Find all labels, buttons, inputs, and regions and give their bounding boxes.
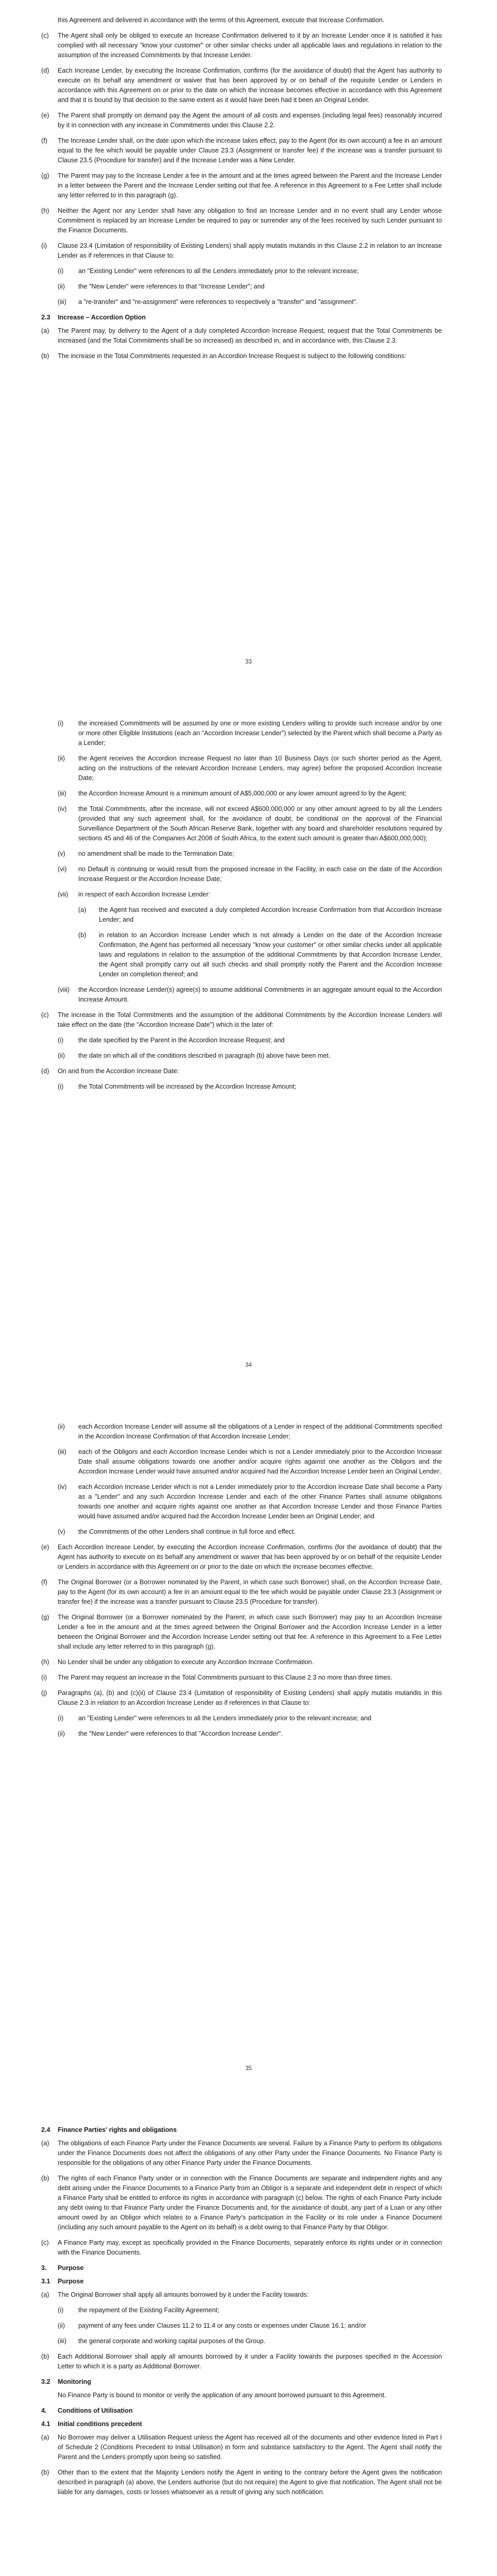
clause-label: 3.2 bbox=[41, 2378, 50, 2385]
clause-label: (b) bbox=[41, 2353, 49, 2360]
clause bbox=[41, 2468, 442, 2497]
clause-label: (iii) bbox=[58, 1448, 66, 1455]
clause bbox=[41, 1010, 442, 1030]
clause-text: Finance Parties' rights and obligations bbox=[58, 2126, 177, 2133]
clause-text: The rights of each Finance Party under or in connection with the Finance Documents are separate and independent rights and any debt arising under the Finance Documents to a Finance Party from an Obligor is a separate and independent debt in respect of which a Finance Party shall be entitled to enforce its rights in accordance with paragraph (c) below. The rights of each Finance Party include any debt owing to that Finance Party under the Finance Documents and, for the avoidance of doubt, any part of a Loan or any other amount owed by an Obligor which relates to a Finance Party's participation in the Facility or its role under a Finance Document (including any such amount payable to the Agent on its behalf) is a debt owing to that Finance Party by that Obligor. bbox=[58, 2175, 442, 2231]
clause-label: (ii) bbox=[58, 1423, 65, 1430]
clause bbox=[41, 2238, 442, 2258]
clause-text: Each Additional Borrower shall apply all amounts borrowed by it under a Facility towards the purposes specified in the Accession Letter to which it is a party as Additional Borrower. bbox=[58, 2353, 442, 2370]
clause-text: The Parent shall promptly on demand pay the Agent the amount of all costs and expenses (including legal fees) reasonably incurred by it in connection with any increase in Commitments under this Clause 2.2. bbox=[58, 112, 442, 129]
clause bbox=[58, 1729, 442, 1739]
clause-text: No Finance Party is bound to monitor or verify the application of any amount borrowed pursuant to this Agreement. bbox=[58, 2392, 386, 2399]
clause-text: On and from the Accordion Increase Date: bbox=[58, 1067, 179, 1075]
clause-text: the "New Lender" were references to that "Increase Lender"; and bbox=[78, 283, 265, 290]
clause-text: Purpose bbox=[58, 2264, 84, 2272]
clause-label: (f) bbox=[41, 137, 47, 144]
clause-label: (a) bbox=[41, 2140, 49, 2147]
section-heading bbox=[41, 2277, 442, 2286]
clause bbox=[58, 789, 442, 799]
page bbox=[0, 0, 497, 703]
clause-text: No Lender shall be under any obligation to execute any Accordion Increase Confirmation. bbox=[58, 1658, 314, 1666]
clause-text: the date specified by the Parent in the Accordion Increase Request; and bbox=[78, 1037, 285, 1044]
clause-text: The increase in the Total Commitments requested in an Accordion Increase Request is subject to the following conditions: bbox=[58, 352, 406, 360]
clause bbox=[58, 2336, 442, 2346]
clause bbox=[41, 1673, 442, 1683]
clause bbox=[41, 171, 442, 200]
clause-label: (j) bbox=[41, 1689, 47, 1697]
clause-text: the repayment of the Existing Facility Agreement; bbox=[78, 2307, 219, 2314]
clause-text: the "New Lender" were references to that "Accordion Increase Lender". bbox=[78, 1730, 283, 1737]
clause bbox=[78, 905, 442, 925]
clause-label: (viii) bbox=[58, 986, 70, 993]
clause-label: (c) bbox=[41, 1011, 49, 1019]
page bbox=[0, 703, 497, 1406]
clause bbox=[58, 719, 442, 748]
clause-text: the increased Commitments will be assumed by one or more existing Lenders willing to provide such increase and/or by one or more other Eligible Institutions (each an "Accordion Increase Lender") selected by the Parent which shall become a Party as a Lender; bbox=[78, 720, 442, 747]
clause bbox=[78, 930, 442, 979]
clause-label: (a) bbox=[41, 2434, 49, 2441]
section-heading bbox=[41, 2419, 442, 2429]
clause-label: (iii) bbox=[58, 2337, 66, 2345]
clause bbox=[41, 1657, 442, 1667]
clause-label: (g) bbox=[41, 172, 49, 179]
clause-label: (e) bbox=[41, 112, 49, 119]
clause-label: (h) bbox=[41, 207, 49, 214]
clause bbox=[58, 282, 442, 292]
clause-text: the Accordion Increase Amount is a minimum amount of A$5,000,000 or any lower amount agreed to by the Agent; bbox=[78, 790, 407, 797]
page-number: 34 bbox=[245, 1362, 252, 1368]
clause-text: A Finance Party may, except as specifically provided in the Finance Documents, separately enforce its rights under or in connection with the Finance Documents. bbox=[58, 2239, 442, 2256]
clause bbox=[41, 206, 442, 235]
clause bbox=[41, 1613, 442, 1652]
clause-text: No Borrower may deliver a Utilisation Request unless the Agent has received all of the documents and other evidence listed in Part I of Schedule 2 (Conditions Precedent to Initial Utilisation) in form and substance satisfactory to the Agent. The Agent shall notify the Parent and the Lenders promptly upon being so satisfied. bbox=[58, 2434, 442, 2461]
clause bbox=[41, 111, 442, 130]
clause-text: each of the Obligors and each Accordion Increase Lender which is not a Lender immediately prior to the Accordion Increase Date shall assume obligations towards one another and/or acquire rights against one another as the Obligors and the Accordion Increase Lender would have assumed and/or acquired had the Accordion Increase Lender been an Original Lender; bbox=[78, 1448, 442, 1475]
clause-text: in relation to an Accordion Increase Lender which is not already a Lender on the date of the Accordion Increase Confirmation, the Agent has performed all necessary "know your customer" or other similar checks under all applicable laws and regulations in relation to the assumption of the additional Commitments by that Accordion Increase Lender, the Agent shall promptly carry out all such checks and shall promptly notify the Parent and the Accordion Increase Lender on completion thereof; and bbox=[99, 931, 442, 978]
clause bbox=[41, 2174, 442, 2232]
clause bbox=[41, 66, 442, 105]
clause-label: (b) bbox=[41, 352, 49, 360]
clause-label: (b) bbox=[41, 2175, 49, 2182]
clause-text: The Increase Lender shall, on the date upon which the increase takes effect, pay to the Agent (for its own account) a fee in an amount equal to the fee which would be payable under Clause 23.3 (Assignment or transfer fee) if the increase was a transfer pursuant to Clause 23.5 (Procedure for transfer) and if the Increase Lender was a New Lender. bbox=[58, 137, 442, 164]
clause bbox=[58, 1447, 442, 1477]
clause bbox=[58, 865, 442, 884]
section-heading bbox=[41, 313, 442, 323]
clause-label: (b) bbox=[78, 931, 87, 939]
clause-label: (a) bbox=[41, 2291, 49, 2298]
page bbox=[0, 1406, 497, 2110]
clause bbox=[58, 1714, 442, 1723]
clause-label: (d) bbox=[41, 1067, 49, 1075]
clause bbox=[58, 1036, 442, 1045]
section-heading bbox=[41, 2377, 442, 2387]
clause-label: (c) bbox=[41, 2239, 49, 2246]
clause-text: The Parent may request an increase in the Total Commitments pursuant to this Clause 2.3 no more than three times. bbox=[58, 1674, 392, 1681]
clause-label: (iv) bbox=[58, 805, 67, 812]
clause-text: The increase in the Total Commitments and the assumption of the additional Commitments by the Accordion Increase Lenders will take effect on the date (the "Accordion Increase Date") which is the later of: bbox=[58, 1011, 442, 1028]
clause-label: (c) bbox=[41, 32, 49, 39]
clause-label: (ii) bbox=[58, 283, 65, 290]
clause bbox=[41, 2433, 442, 2462]
page-number: 33 bbox=[245, 659, 252, 665]
clause bbox=[41, 1578, 442, 1607]
clause bbox=[58, 849, 442, 859]
clause-text: Conditions of Utilisation bbox=[58, 2407, 133, 2414]
clause-text: Increase – Accordion Option bbox=[58, 314, 146, 321]
clause-text: The obligations of each Finance Party under the Finance Documents are several. Failure by a Finance Party to perform its obligations under the Finance Documents does not affect the obligations of any other Party under the Finance Documents. No Finance Party is responsible for the obligations of any other Finance Party under the Finance Documents. bbox=[58, 2140, 442, 2166]
clause-text: The Original Borrower shall apply all amounts borrowed by it under the Facility towards: bbox=[58, 2291, 309, 2298]
clause bbox=[58, 266, 442, 276]
page bbox=[0, 2110, 497, 2576]
clause-label: (ii) bbox=[58, 2322, 65, 2329]
clause-label: (b) bbox=[41, 2469, 49, 2476]
clause-text: The Agent shall only be obliged to execute an Increase Confirmation delivered to it by an Increase Lender once it is satisfied it has complied with all necessary "know your customer" or other similar checks under all applicable laws and regulations in relation to the assumption of the increased Commitments by that Increase Lender. bbox=[58, 32, 442, 59]
clause-text: the Agent has received and executed a duly completed Accordion Increase Confirmation from that Accordion Increase Lender; and bbox=[99, 906, 442, 923]
clause bbox=[58, 15, 442, 25]
clause-text: the Total Commitments will be increased by the Accordion Increase Amount; bbox=[78, 1083, 297, 1090]
clause-label: (vi) bbox=[58, 866, 67, 873]
clause-label: (iii) bbox=[58, 790, 66, 797]
clause-label: 4.1 bbox=[41, 2420, 50, 2428]
clause-label: (a) bbox=[78, 906, 87, 913]
clause bbox=[41, 1066, 442, 1076]
clause-label: (iv) bbox=[58, 1483, 67, 1490]
clause bbox=[41, 241, 442, 261]
clause-label: (i) bbox=[58, 1715, 64, 1722]
clause-text: payment of any fees under Clauses 11.2 to 11.4 or any costs or expenses under Clause 16.1; and/or bbox=[78, 2322, 366, 2329]
clause-label: (i) bbox=[41, 1674, 47, 1681]
clause-label: (h) bbox=[41, 1658, 49, 1666]
clause-label: (i) bbox=[58, 1037, 64, 1044]
clause-label: (e) bbox=[41, 1544, 49, 1551]
clause-label: (iii) bbox=[58, 298, 66, 306]
clause-label: (i) bbox=[58, 1083, 64, 1090]
clause bbox=[58, 754, 442, 783]
clause-text: the date on which all of the conditions described in paragraph (b) above have been met. bbox=[78, 1052, 331, 1059]
clause-text: each Accordion Increase Lender which is not a Lender immediately prior to the Accordion Increase Date shall become a Party as a "Lender" and any such Accordion Increase Lender and each of the other Finance Parties shall assume obligations towards one another and acquire rights against one another as that Accordion Increase Lender and those Finance Parties would have assumed and/or acquired had the Accordion Increase Lender been an Original Lender; and bbox=[78, 1483, 442, 1520]
clause bbox=[58, 2321, 442, 2331]
clause bbox=[58, 297, 442, 307]
clause-label: (v) bbox=[58, 1528, 65, 1535]
clause-label: (i) bbox=[41, 242, 47, 249]
clause-label: (f) bbox=[41, 1579, 47, 1586]
clause bbox=[58, 1527, 442, 1537]
clause-label: 2.4 bbox=[41, 2126, 50, 2133]
page-number: 35 bbox=[245, 2065, 252, 2072]
clause-text: Each Increase Lender, by executing the Increase Confirmation, confirms (for the avoidance of doubt) that the Agent has authority to execute on its behalf any amendment or waiver that has been approved by or on behalf of the requisite Lender or Lenders in accordance with this Agreement on or prior to the date on which the increase becomes effective in accordance with this Agreement and that it is bound by that decision to the same extent as it would have been had it been an Original Lender. bbox=[58, 67, 442, 104]
clause-text: Each Accordion Increase Lender, by executing the Accordion Increase Confirmation, confirms (for the avoidance of doubt) that the Agent has authority to execute on its behalf any amendment or waiver that has been approved by or on behalf of the requisite Lender or Lenders in accordance with this Agreement on or prior to the date on which the increase becomes effective. bbox=[58, 1544, 442, 1570]
clause bbox=[58, 985, 442, 1005]
clause bbox=[41, 1543, 442, 1572]
clause-text: Neither the Agent nor any Lender shall have any obligation to find an Increase Lender and in no event shall any Lender whose Commitment is replaced by an Increase Lender be required to pay or surrender any of the fees received by such Lender pursuant to the Finance Documents. bbox=[58, 207, 442, 234]
clause bbox=[58, 1051, 442, 1061]
clause bbox=[41, 1688, 442, 1708]
section-heading bbox=[41, 2125, 442, 2135]
clause bbox=[58, 1082, 442, 1092]
section-heading bbox=[41, 2406, 442, 2416]
clause bbox=[58, 2306, 442, 2315]
clause-text: each Accordion Increase Lender will assume all the obligations of a Lender in respect of the additional Commitments specified in the Accordion Increase Confirmation of that Accordion Increase Lender; bbox=[78, 1423, 442, 1440]
clause-text: The Original Borrower (or a Borrower nominated by the Parent, in which case such Borrower) shall, on the Accordion Increase Date, pay to the Agent (for its own account) a fee in an amount equal to the fee which would be payable under Clause 23.3 (Assignment or transfer fee) if the increase was a transfer pursuant to Clause 23.5 (Procedure for transfer). bbox=[58, 1579, 442, 1605]
clause bbox=[58, 1422, 442, 1442]
clause-text: Purpose bbox=[58, 2278, 84, 2285]
clause-label: 2.3 bbox=[41, 314, 50, 321]
clause-label: (vii) bbox=[58, 891, 68, 898]
clause-text: the Total Commitments, after the increase, will not exceed A$600,000,000 or any other amount agreed to by all the Lenders (provided that any such agreement shall, for the avoidance of doubt, be conditional on the approval of the Financial Surveillance Department of the South African Reserve Bank, together with any board and shareholder resolutions required by sections 45 and 46 of the Companies Act 2008 of South Africa, to the extent such amount is greater than A$600,000,000); bbox=[78, 805, 442, 842]
clause bbox=[41, 136, 442, 165]
clause-text: Other than to the extent that the Majority Lenders notify the Agent in writing to the contrary before the Agent gives the notification described in paragraph (a) above, the Lenders authorise (but do not require) the Agent to give that notification. The Agent shall not be liable for any damages, costs or losses whatsoever as a result of giving any such notification. bbox=[58, 2469, 442, 2496]
clause bbox=[58, 2391, 442, 2400]
clause-label: 3.1 bbox=[41, 2278, 50, 2285]
section-heading bbox=[41, 2263, 442, 2273]
clause-label: (a) bbox=[41, 327, 49, 334]
clause-text: the Agent receives the Accordion Increase Request no later than 10 Business Days (or such shorter period as the Agent, acting on the instructions of the relevant Accordion Increase Lenders, may agree) before the proposed Accordion Increase Date; bbox=[78, 755, 442, 782]
clause-label: (i) bbox=[58, 720, 64, 727]
clause-label: (ii) bbox=[58, 1730, 65, 1737]
clause-text: in respect of each Accordion Increase Lender: bbox=[78, 891, 211, 898]
clause bbox=[41, 31, 442, 60]
clause-text: a "re-transfer" and "re-assignment" were references to respectively a "transfer" and "assignment". bbox=[78, 298, 358, 306]
clause-text: the Accordion Increase Lender(s) agree(s) to assume additional Commitments in an aggregate amount equal to the Accordion Increase Amount. bbox=[78, 986, 442, 1003]
clause-label: (ii) bbox=[58, 755, 65, 762]
clause-label: (i) bbox=[58, 2307, 64, 2314]
clause-text: Monitoring bbox=[58, 2378, 92, 2385]
clause-label: (g) bbox=[41, 1614, 49, 1621]
clause-text: no amendment shall be made to the Termination Date; bbox=[78, 850, 234, 857]
clause-label: (d) bbox=[41, 67, 49, 74]
clause-text: The Parent may, by delivery to the Agent of a duly completed Accordion Increase Request, request that the Total Commitments be increased (and the Total Commitments shall be so increased) as described in, and in accordance with, this Clause 2.3. bbox=[58, 327, 442, 344]
clause bbox=[58, 1482, 442, 1521]
clause bbox=[58, 890, 442, 900]
clause-text: an "Existing Lender" were references to all the Lenders immediately prior to the relevant increase; bbox=[78, 267, 359, 275]
clause-label: 3. bbox=[41, 2264, 47, 2272]
clause-text: the Commitments of the other Lenders shall continue in full force and effect. bbox=[78, 1528, 296, 1535]
clause bbox=[41, 326, 442, 346]
clause-text: The Parent may pay to the Increase Lender a fee in the amount and at the times agreed between the Parent and the Increase Lender in a letter between the Parent and the Increase Lender setting out that fee. A reference in this Agreement to a Fee Letter shall include any letter referred to in this paragraph (g). bbox=[58, 172, 442, 199]
clause-text: this Agreement and delivered in accordance with the terms of this Agreement, execute that Increase Confirmation. bbox=[58, 16, 385, 24]
clause-text: an "Existing Lender" were references to all the Lenders immediately prior to the relevant increase; and bbox=[78, 1715, 371, 1722]
clause-text: The Original Borrower (or a Borrower nominated by the Parent, in which case such Borrower) may pay to an Accordion Increase Lender a fee in the amount and at the times agreed between the Original Borrower and the Accordion Increase Lender in a letter between the Original Borrower and the Accordion Increase Lender setting out that fee. A reference in this Agreement to a Fee Letter shall include any letter referred to in this paragraph (g). bbox=[58, 1614, 442, 1650]
clause-text: Paragraphs (a), (b) and (c)(ii) of Clause 23.4 (Limitation of responsibility of Existing Lenders) shall apply mutatis mutandis in this Clause 2.3 in relation to an Accordion Increase Lender as if references in that Clause to: bbox=[58, 1689, 442, 1706]
clause bbox=[41, 2139, 442, 2168]
clause bbox=[41, 2352, 442, 2371]
clause-label: (v) bbox=[58, 850, 65, 857]
clause-label: (i) bbox=[58, 267, 64, 275]
clause-text: Initial conditions precedent bbox=[58, 2420, 142, 2428]
clause bbox=[41, 351, 442, 361]
clause bbox=[58, 804, 442, 843]
clause-text: Clause 23.4 (Limitation of responsibility of Existing Lenders) shall apply mutatis mutandis in this Clause 2.2 in relation to an Increase Lender as if references in that Clause to: bbox=[58, 242, 442, 259]
clause-label: 4. bbox=[41, 2407, 47, 2414]
clause-label: (ii) bbox=[58, 1052, 65, 1059]
clause-text: no Default is continuing or would result from the proposed increase in the Facility, in each case on the date of the Accordion Increase Request or the Accordion Increase Date; bbox=[78, 866, 442, 883]
clause-text: the general corporate and working capital purposes of the Group. bbox=[78, 2337, 266, 2345]
clause bbox=[41, 2290, 442, 2300]
